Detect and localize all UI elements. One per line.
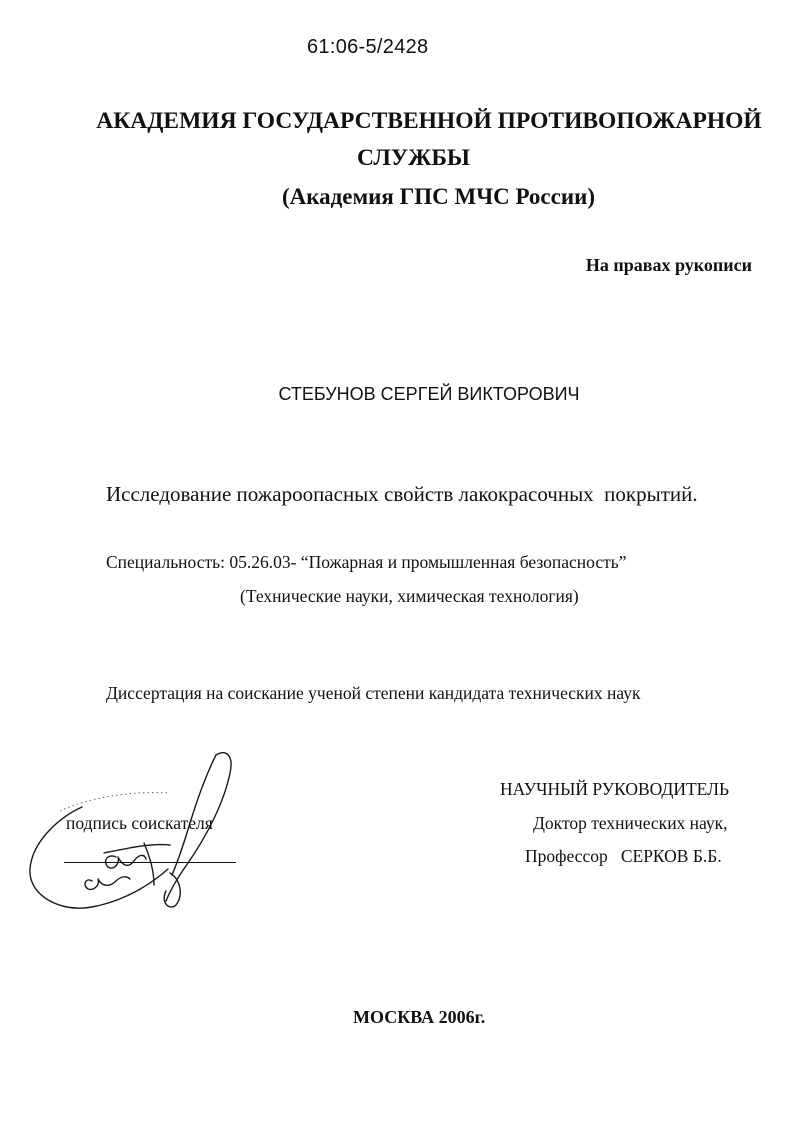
- supervisor-degree: Доктор технических наук,: [533, 813, 728, 833]
- institution-short-name: (Академия ГПС МЧС России): [282, 184, 596, 209]
- manuscript-note: На правах рукописи: [585, 255, 752, 275]
- institution-name-line1: АКАДЕМИЯ ГОСУДАРСТВЕННОЙ ПРОТИВОПОЖАРНОЙ: [96, 108, 762, 134]
- specialty-field: (Технические науки, химическая технология): [240, 586, 579, 606]
- specialty-line: Специальность: 05.26.03- “Пожарная и промышленная безопасность”: [106, 552, 627, 572]
- supervisor-name: Профессор СЕРКОВ Б.Б.: [525, 846, 722, 866]
- author-name: СТЕБУНОВ СЕРГЕЙ ВИКТОРОВИЧ: [278, 384, 580, 404]
- handwritten-signature: [20, 745, 250, 925]
- dissertation-title: Исследование пожароопасных свойств лакокрасочных покрытий.: [106, 482, 698, 506]
- institution-name-line2: СЛУЖБЫ: [357, 145, 470, 171]
- supervisor-heading: НАУЧНЫЙ РУКОВОДИТЕЛЬ: [500, 779, 730, 799]
- city-year: МОСКВА 2006г.: [353, 1007, 486, 1027]
- dissertation-degree: Диссертация на соискание ученой степени кандидата технических наук: [106, 683, 641, 703]
- catalog-code: 61:06-5/2428: [307, 36, 429, 58]
- signature-label: подпись соискателя: [66, 813, 213, 833]
